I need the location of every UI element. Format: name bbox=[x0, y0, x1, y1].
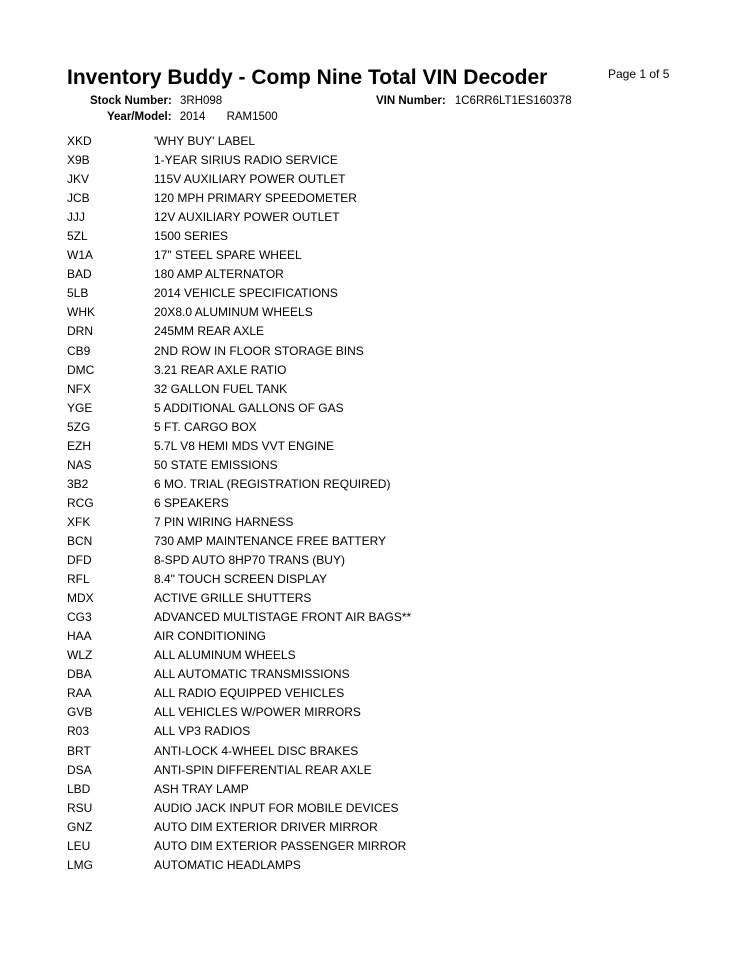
option-row bbox=[0, 513, 742, 532]
option-row bbox=[0, 780, 742, 799]
option-description: AUDIO JACK INPUT FOR MOBILE DEVICES bbox=[154, 800, 399, 815]
option-row bbox=[0, 342, 742, 361]
option-code: X9B bbox=[67, 153, 90, 168]
option-code: RCG bbox=[67, 495, 94, 510]
option-description: 7 PIN WIRING HARNESS bbox=[154, 514, 294, 529]
option-code: DMC bbox=[67, 362, 95, 377]
option-code: JKV bbox=[67, 172, 90, 187]
option-code: BRT bbox=[67, 743, 91, 758]
option-row bbox=[0, 227, 742, 246]
option-row bbox=[0, 265, 742, 284]
option-row bbox=[0, 551, 742, 570]
option-code: 5ZL bbox=[67, 229, 88, 244]
option-description: ASH TRAY LAMP bbox=[154, 781, 249, 796]
option-code: R03 bbox=[67, 724, 90, 739]
option-row bbox=[0, 418, 742, 437]
option-row bbox=[0, 608, 742, 627]
option-code: DBA bbox=[67, 667, 92, 682]
option-row bbox=[0, 361, 742, 380]
option-code: DRN bbox=[67, 324, 93, 339]
option-description: 120 MPH PRIMARY SPEEDOMETER bbox=[154, 191, 357, 206]
page-number: Page 1 of 5 bbox=[608, 67, 670, 81]
option-row bbox=[0, 589, 742, 608]
option-row bbox=[0, 818, 742, 837]
option-row bbox=[0, 799, 742, 818]
option-description: AIR CONDITIONING bbox=[154, 629, 267, 644]
option-row bbox=[0, 856, 742, 875]
year-value: 2014 bbox=[179, 111, 206, 123]
option-code: LMG bbox=[67, 857, 94, 872]
option-code: 5ZG bbox=[67, 419, 91, 434]
option-row bbox=[0, 742, 742, 761]
option-description: 17" STEEL SPARE WHEEL bbox=[154, 248, 302, 263]
option-code: LEU bbox=[67, 838, 91, 853]
option-code: BCN bbox=[67, 533, 93, 548]
option-row bbox=[0, 132, 742, 151]
option-description: 5.7L V8 HEMI MDS VVT ENGINE bbox=[154, 438, 335, 453]
option-code: JJJ bbox=[67, 210, 85, 225]
option-description: 730 AMP MAINTENANCE FREE BATTERY bbox=[154, 533, 387, 548]
option-description: ADVANCED MULTISTAGE FRONT AIR BAGS** bbox=[154, 610, 412, 625]
year-model-label: Year/Model: bbox=[107, 111, 172, 123]
option-row bbox=[0, 380, 742, 399]
option-description: 5 ADDITIONAL GALLONS OF GAS bbox=[154, 400, 344, 415]
option-code: HAA bbox=[67, 629, 92, 644]
option-description: ALL VP3 RADIOS bbox=[154, 724, 251, 739]
option-row bbox=[0, 665, 742, 684]
option-row bbox=[0, 170, 742, 189]
option-row bbox=[0, 151, 742, 170]
option-description: 5 FT. CARGO BOX bbox=[154, 419, 257, 434]
option-description: ALL ALUMINUM WHEELS bbox=[154, 648, 296, 663]
stock-number-value: 3RH098 bbox=[180, 95, 223, 107]
option-description: 50 STATE EMISSIONS bbox=[154, 457, 278, 472]
vin-number-label: VIN Number: bbox=[376, 95, 446, 107]
option-code: LBD bbox=[67, 781, 91, 796]
option-code: WHK bbox=[67, 305, 95, 320]
option-code: XFK bbox=[67, 514, 91, 529]
option-row bbox=[0, 284, 742, 303]
option-row bbox=[0, 437, 742, 456]
option-code: NAS bbox=[67, 457, 92, 472]
year-model-row bbox=[107, 111, 278, 123]
stock-number-row bbox=[90, 95, 222, 107]
option-row bbox=[0, 246, 742, 265]
option-code: DFD bbox=[67, 553, 92, 568]
option-code-list bbox=[0, 132, 742, 875]
option-code: CB9 bbox=[67, 343, 91, 358]
option-code: 3B2 bbox=[67, 476, 89, 491]
option-code: GVB bbox=[67, 705, 93, 720]
option-description: 245MM REAR AXLE bbox=[154, 324, 265, 339]
option-description: ACTIVE GRILLE SHUTTERS bbox=[154, 591, 312, 606]
option-code: JCB bbox=[67, 191, 90, 206]
option-row bbox=[0, 189, 742, 208]
option-row bbox=[0, 532, 742, 551]
option-code: RFL bbox=[67, 572, 90, 587]
option-row bbox=[0, 646, 742, 665]
option-description: 1500 SERIES bbox=[154, 229, 229, 244]
option-row bbox=[0, 208, 742, 227]
option-description: 3.21 REAR AXLE RATIO bbox=[154, 362, 287, 377]
option-code: XKD bbox=[67, 134, 92, 148]
option-description: ALL VEHICLES W/POWER MIRRORS bbox=[154, 705, 361, 720]
stock-number-label: Stock Number: bbox=[90, 95, 172, 107]
option-row bbox=[0, 456, 742, 475]
option-code: 5LB bbox=[67, 286, 89, 301]
option-row bbox=[0, 627, 742, 646]
option-code: MDX bbox=[67, 591, 94, 606]
option-code: BAD bbox=[67, 267, 92, 282]
option-row bbox=[0, 322, 742, 341]
vin-number-row bbox=[376, 95, 572, 107]
option-description: 2014 VEHICLE SPECIFICATIONS bbox=[154, 286, 338, 301]
option-row bbox=[0, 494, 742, 513]
option-description: 6 MO. TRIAL (REGISTRATION REQUIRED) bbox=[154, 476, 391, 491]
option-description: 8.4" TOUCH SCREEN DISPLAY bbox=[154, 572, 327, 587]
option-row bbox=[0, 570, 742, 589]
option-code: NFX bbox=[67, 381, 91, 396]
option-description: 32 GALLON FUEL TANK bbox=[154, 381, 288, 396]
option-description: AUTO DIM EXTERIOR PASSENGER MIRROR bbox=[154, 838, 407, 853]
option-row bbox=[0, 475, 742, 494]
option-code: EZH bbox=[67, 438, 91, 453]
option-description: 115V AUXILIARY POWER OUTLET bbox=[154, 172, 346, 187]
document-title: Inventory Buddy - Comp Nine Total VIN Decoder bbox=[67, 66, 548, 89]
option-description: ALL RADIO EQUIPPED VEHICLES bbox=[154, 686, 345, 701]
model-value: RAM1500 bbox=[226, 111, 278, 123]
option-description: 12V AUXILIARY POWER OUTLET bbox=[154, 210, 340, 225]
option-description: 2ND ROW IN FLOOR STORAGE BINS bbox=[154, 343, 364, 358]
option-code: WLZ bbox=[67, 648, 93, 663]
vin-number-value: 1C6RR6LT1ES160378 bbox=[454, 95, 572, 107]
option-code: RSU bbox=[67, 800, 93, 815]
option-code: GNZ bbox=[67, 819, 93, 834]
option-row bbox=[0, 761, 742, 780]
option-code: CG3 bbox=[67, 610, 92, 625]
option-description: ANTI-SPIN DIFFERENTIAL REAR AXLE bbox=[154, 762, 372, 777]
option-row bbox=[0, 703, 742, 722]
option-code: RAA bbox=[67, 686, 92, 701]
option-description: 180 AMP ALTERNATOR bbox=[154, 267, 284, 282]
option-code: YGE bbox=[67, 400, 93, 415]
option-description: ALL AUTOMATIC TRANSMISSIONS bbox=[154, 667, 350, 682]
option-description: ANTI-LOCK 4-WHEEL DISC BRAKES bbox=[154, 743, 359, 758]
option-code: DSA bbox=[67, 762, 92, 777]
option-row bbox=[0, 303, 742, 322]
option-description: 1-YEAR SIRIUS RADIO SERVICE bbox=[154, 153, 338, 168]
option-row bbox=[0, 722, 742, 741]
option-row bbox=[0, 684, 742, 703]
option-description: 20X8.0 ALUMINUM WHEELS bbox=[154, 305, 313, 320]
option-description: 6 SPEAKERS bbox=[154, 495, 229, 510]
option-description: 8-SPD AUTO 8HP70 TRANS (BUY) bbox=[154, 553, 345, 568]
option-row bbox=[0, 837, 742, 856]
option-row bbox=[0, 399, 742, 418]
option-description: AUTOMATIC HEADLAMPS bbox=[154, 857, 301, 872]
option-code: W1A bbox=[67, 248, 94, 263]
option-description: AUTO DIM EXTERIOR DRIVER MIRROR bbox=[154, 819, 378, 834]
option-description: 'WHY BUY' LABEL bbox=[154, 134, 256, 148]
